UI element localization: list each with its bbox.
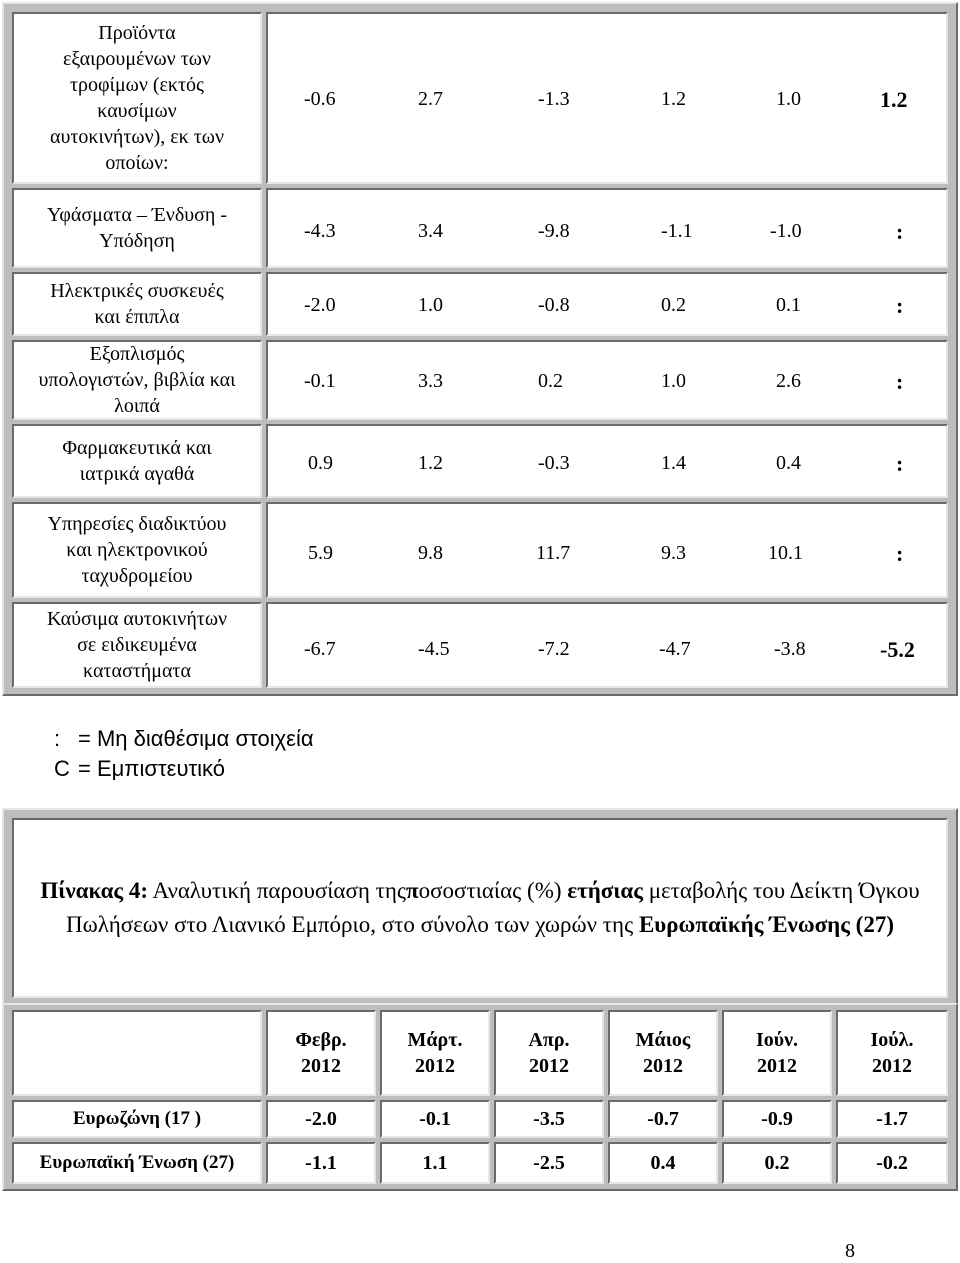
table4-value: -0.1 (380, 1100, 490, 1138)
table1-row-label: Φαρμακευτικά και ιατρικά αγαθά (12, 424, 262, 498)
table4-value: -1.1 (266, 1142, 376, 1184)
table4-header: Μάρτ. 2012 (380, 1010, 490, 1096)
table1-row-values: -6.7 -4.5 -7.2 -4.7 -3.8 -5.2 (266, 602, 948, 688)
table1-row-label: Υπηρεσίες διαδικτύου και ηλεκτρονικού ταχυδρομείου (12, 502, 262, 598)
table4-value: 0.4 (608, 1142, 718, 1184)
page-number: 8 (845, 1240, 855, 1262)
table4-value: -0.7 (608, 1100, 718, 1138)
table1-row-values: -2.0 1.0 -0.8 0.2 0.1 : (266, 272, 948, 336)
table1-row-values: -0.1 3.3 0.2 1.0 2.6 : (266, 340, 948, 420)
table4-header: Ιούν. 2012 (722, 1010, 832, 1096)
legend-confidential: C = Εμπιστευτικό (54, 756, 226, 781)
table4-header: Φεβρ. 2012 (266, 1010, 376, 1096)
table1-row-label: Εξοπλισμός υπολογιστών, βιβλία και λοιπά (12, 340, 262, 420)
table1-row-values: 5.9 9.8 11.7 9.3 10.1 : (266, 502, 948, 598)
table4-value: -0.9 (722, 1100, 832, 1138)
table4-value: -0.2 (836, 1142, 948, 1184)
table4-value: 0.2 (722, 1142, 832, 1184)
legend-not-available: : = Μη διαθέσιμα στοιχεία (54, 726, 314, 751)
table4-header: Ιούλ. 2012 (836, 1010, 948, 1096)
table4-header: Μάιος 2012 (608, 1010, 718, 1096)
table4-row-label: Ευρωζώνη (17 ) (12, 1100, 262, 1138)
table4-header: Απρ. 2012 (494, 1010, 604, 1096)
table1-row-values: 0.9 1.2 -0.3 1.4 0.4 : (266, 424, 948, 498)
table1-row-values: -4.3 3.4 -9.8 -1.1 -1.0 : (266, 188, 948, 268)
table1-row-values: -0.6 2.7 -1.3 1.2 1.0 1.2 (266, 12, 948, 184)
table1-row-label: Ηλεκτρικές συσκευές και έπιπλα (12, 272, 262, 336)
table4-value: -2.0 (266, 1100, 376, 1138)
table4-value: -1.7 (836, 1100, 948, 1138)
table4-corner-cell (12, 1010, 262, 1096)
table4-value: 1.1 (380, 1142, 490, 1184)
table1-row-label: Υφάσματα – Ένδυση - Υπόδηση (12, 188, 262, 268)
table1-row-label: Προϊόντα εξαιρουμένων των τροφίμων (εκτός καυσίμων αυτοκινήτων), εκ των οποίων: (12, 12, 262, 184)
table1-row-label: Καύσιμα αυτοκινήτων σε ειδικευμένα καταστήματα (12, 602, 262, 688)
table4-value: -3.5 (494, 1100, 604, 1138)
table4-value: -2.5 (494, 1142, 604, 1184)
table4-row-label: Ευρωπαϊκή Ένωση (27) (12, 1142, 262, 1184)
table4-caption: Πίνακας 4: Αναλυτική παρουσίαση τηςποσοστιαίας (%) ετήσιας μεταβολής του Δείκτη Όγκου Πωλήσεων στο Λιανικό Εμπόριο, στο σύνολο των χωρών της Ευρωπαϊκής Ένωσης (27) (12, 818, 948, 998)
